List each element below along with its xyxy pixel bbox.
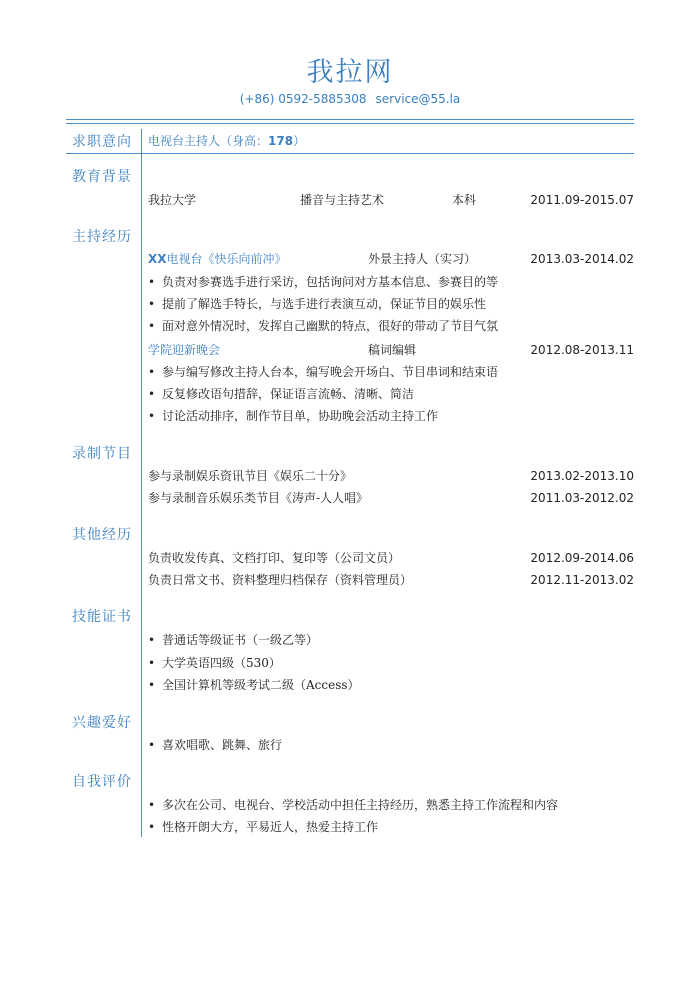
list-item: • 讨论活动排序，制作节目单，协助晚会活动主持工作: [148, 408, 438, 424]
list-item: • 喜欢唱歌、跳舞、旅行: [148, 737, 282, 753]
hosting-job1-org: 电视台《快乐向前冲》: [166, 252, 287, 266]
other-row: 负责收发传真、文档打印、复印等（公司文员） 2012.09-2014.06: [148, 551, 634, 565]
phone-number: (+86) 0592-5885308: [239, 92, 367, 106]
list-item: • 参与编写修改主持人台本，编写晚会开场白、节目串词和结束语: [148, 364, 498, 380]
timeline-line: [141, 129, 142, 837]
hosting-job1-role: 外景主持人（实习）: [368, 252, 477, 266]
objective-rule: [66, 153, 634, 154]
major-name: 播音与主持艺术: [300, 193, 385, 207]
list-item: • 性格开朗大方，平易近人，热爱主持工作: [148, 819, 378, 835]
hosting-job2-row: [148, 342, 634, 358]
school-name: 我拉大学: [148, 193, 197, 207]
section-title-self-eval: 自我评价: [72, 774, 132, 790]
hosting-job2-org: 学院迎新晚会: [148, 343, 221, 357]
hosting-job1-date: 2013.03-2014.02: [530, 252, 634, 266]
section-title-objective: 求职意向: [72, 134, 132, 150]
education-date: 2011.09-2015.07: [530, 193, 634, 207]
hosting-job2-date: 2012.08-2013.11: [530, 343, 634, 357]
list-item: • 多次在公司、电视台、学校活动中担任主持经历，熟悉主持工作流程和内容: [148, 797, 558, 813]
list-item: • 面对意外情况时，发挥自己幽默的特点，很好的带动了节目气氛: [148, 318, 498, 334]
recording-row: 参与录制音乐娱乐类节目《涛声-人人唱》 2011.03-2012.02: [148, 491, 634, 505]
section-title-education: 教育背景: [72, 169, 132, 185]
list-item: • 提前了解选手特长，与选手进行表演互动，保证节目的娱乐性: [148, 296, 486, 312]
section-title-skills: 技能证书: [72, 609, 132, 625]
hosting-job2-role: 稿词编辑: [368, 343, 417, 357]
section-title-other: 其他经历: [72, 527, 132, 543]
header-rule-bottom: [66, 123, 634, 124]
section-title-recording: 录制节目: [72, 446, 132, 462]
contact-line: [0, 92, 700, 106]
other-row: 负责日常文书、资料整理归档保存（资料管理员） 2012.11-2013.02: [148, 573, 634, 587]
list-item: • 大学英语四级（530）: [148, 655, 281, 671]
list-item: • 普通话等级证书（一级乙等）: [148, 632, 318, 648]
height-value: 178: [268, 134, 294, 148]
header-rule-top: [66, 119, 634, 120]
education-row: [148, 192, 634, 208]
list-item: • 全国计算机等级考试二级（Access）: [148, 677, 360, 693]
degree-name: 本科: [452, 193, 477, 207]
section-title-hobbies: 兴趣爱好: [72, 715, 132, 731]
resume-name: 我拉网: [306, 57, 394, 88]
section-title-hosting: 主持经历: [72, 229, 132, 245]
email-address: service@55.la: [375, 92, 461, 106]
recording-row: 参与录制娱乐资讯节目《娱乐二十分》 2013.02-2013.10: [148, 469, 634, 483]
list-item: • 反复修改语句措辞，保证语言流畅、清晰、简洁: [148, 386, 414, 402]
objective-text: 电视台主持人（身高：178）: [148, 134, 306, 148]
list-item: • 负责对参赛选手进行采访，包括询问对方基本信息、参赛目的等: [148, 274, 498, 290]
hosting-job1-row: XX电视台《快乐向前冲》 外景主持人（实习） 2013.03-2014.02: [148, 252, 634, 266]
